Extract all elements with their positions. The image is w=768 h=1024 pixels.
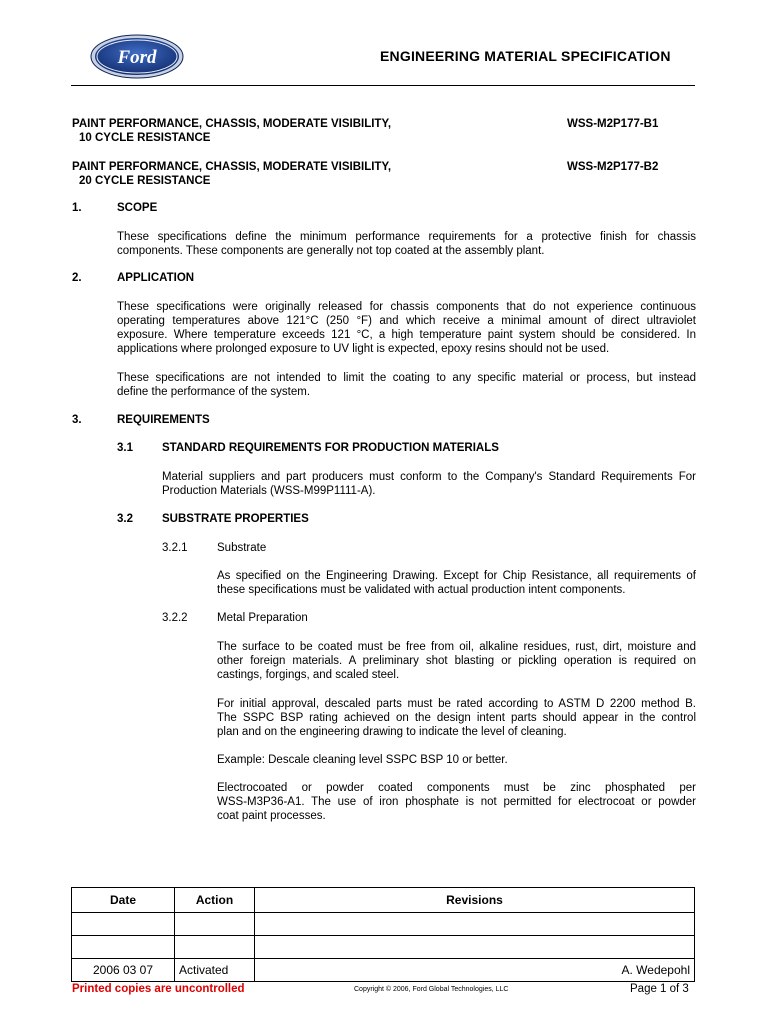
text-line: these specifications must be validated with actual production intent components.: [217, 584, 626, 596]
uncontrolled-copies-notice: Printed copies are uncontrolled: [72, 983, 245, 995]
spec-code-2: WSS-M2P177-B2: [567, 161, 659, 173]
ford-logo: [90, 34, 184, 79]
text-line: These specifications define the minimum performance requirements for a protective finish for chassis: [117, 231, 696, 243]
cell-revisions: [255, 913, 695, 936]
text-line: Production Materials (WSS-M99P1111-A).: [162, 485, 376, 497]
text-line: The SSPC BSP rating achieved on the design intent parts should appear in the control: [217, 712, 696, 724]
spec-title-2-line2: 20 CYCLE RESISTANCE: [79, 175, 211, 187]
cell-author: A. Wedepohl: [621, 963, 690, 977]
subsection-heading-standard-requirements: STANDARD REQUIREMENTS FOR PRODUCTION MATERIALS: [162, 442, 499, 454]
text-line: coat paint processes.: [217, 810, 326, 822]
column-header-date: Date: [72, 888, 175, 913]
cell-action: [175, 936, 255, 959]
text-line: applications where prolonged exposure to UV light is expected, epoxy resins should not be used.: [117, 343, 610, 355]
text-line: other foreign materials. A preliminary shot blasting or pickling operation is required on: [217, 655, 696, 667]
section-heading-scope: SCOPE: [117, 202, 158, 214]
cell-revisions: [255, 936, 695, 959]
metal-prep-paragraph-2: [217, 697, 696, 739]
application-paragraph-2: [117, 371, 696, 399]
subsubsection-number: 3.2.1: [162, 542, 188, 554]
page-number: Page 1 of 3: [630, 983, 689, 995]
cell-date: 2006 03 07: [72, 959, 175, 982]
table-row: [72, 936, 695, 959]
spec-title-1-line2: 10 CYCLE RESISTANCE: [79, 132, 211, 144]
revisions-table: [71, 887, 695, 982]
spec-title-1-line1: PAINT PERFORMANCE, CHASSIS, MODERATE VISIBILITY,: [72, 118, 392, 130]
substrate-paragraph: [217, 569, 696, 597]
metal-prep-example: Example: Descale cleaning level SSPC BSP 10 or better.: [217, 754, 508, 766]
text-line: Material suppliers and part producers must conform to the Company's Standard Requirements For: [162, 471, 696, 483]
text-line: exposure. Where temperature exceeds 121 °C, a high temperature paint system should be considered. In: [117, 329, 696, 341]
text-line: As specified on the Engineering Drawing. Except for Chip Resistance, all requirements of: [217, 570, 696, 582]
table-row: [72, 913, 695, 936]
text-line: The surface to be coated must be free from oil, alkaline residues, rust, dirt, moisture and: [217, 641, 696, 653]
column-header-revisions: Revisions: [255, 888, 695, 913]
text-line: define the performance of the system.: [117, 386, 311, 398]
cell-action: Activated: [175, 959, 255, 982]
cell-date: [72, 936, 175, 959]
cell-revisions: [255, 959, 695, 982]
text-line: operating temperatures above 121°C (250 °F) and which receive a minimal amount of direct ultraviolet: [117, 315, 696, 327]
subsubsection-heading-substrate: Substrate: [217, 542, 267, 554]
section-number: 1.: [72, 202, 82, 214]
spec-title-2-line1: PAINT PERFORMANCE, CHASSIS, MODERATE VISIBILITY,: [72, 161, 392, 173]
text-line: castings, forgings, and scaled steel.: [217, 669, 400, 681]
text-line: These specifications were originally released for chassis components that do not experience continuous: [117, 301, 696, 313]
header-divider: [71, 85, 695, 86]
cell-date: [72, 913, 175, 936]
section-number: 2.: [72, 272, 82, 284]
section-number: 3.: [72, 414, 82, 426]
subsubsection-number: 3.2.2: [162, 612, 188, 624]
section-heading-application: APPLICATION: [117, 272, 195, 284]
metal-prep-paragraph-4: [217, 781, 696, 823]
scope-paragraph: [117, 230, 696, 258]
subsection-number: 3.2: [117, 513, 133, 525]
section-heading-requirements: REQUIREMENTS: [117, 414, 210, 426]
table-row: [72, 959, 695, 982]
logo-text: Ford: [117, 47, 157, 68]
text-line: These specifications are not intended to limit the coating to any specific material or process, but instead: [117, 372, 696, 384]
subsection-heading-substrate-properties: SUBSTRATE PROPERTIES: [162, 513, 309, 525]
copyright-notice: Copyright © 2006, Ford Global Technologies, LLC: [354, 986, 509, 993]
cell-action: [175, 913, 255, 936]
subsubsection-heading-metal-preparation: Metal Preparation: [217, 612, 308, 624]
metal-prep-paragraph-1: [217, 640, 696, 682]
standard-requirements-paragraph: [162, 470, 696, 498]
text-line: For initial approval, descaled parts must be rated according to ASTM D 2200 method B.: [217, 698, 696, 710]
text-line: plan and on the engineering drawing to indicate the level of cleaning.: [217, 726, 567, 738]
subsection-number: 3.1: [117, 442, 133, 454]
table-header-row: [72, 888, 695, 913]
application-paragraph-1: [117, 300, 696, 356]
text-line: components. These components are generally not top coated at the assembly plant.: [117, 245, 545, 257]
spec-code-1: WSS-M2P177-B1: [567, 118, 659, 130]
text-line: WSS-M3P36-A1. The use of iron phosphate is not permitted for electrocoat or powder: [217, 796, 696, 808]
document-title: ENGINEERING MATERIAL SPECIFICATION: [380, 48, 671, 64]
column-header-action: Action: [175, 888, 255, 913]
text-line: Electrocoated or powder coated components must be zinc phosphated per: [217, 782, 696, 794]
